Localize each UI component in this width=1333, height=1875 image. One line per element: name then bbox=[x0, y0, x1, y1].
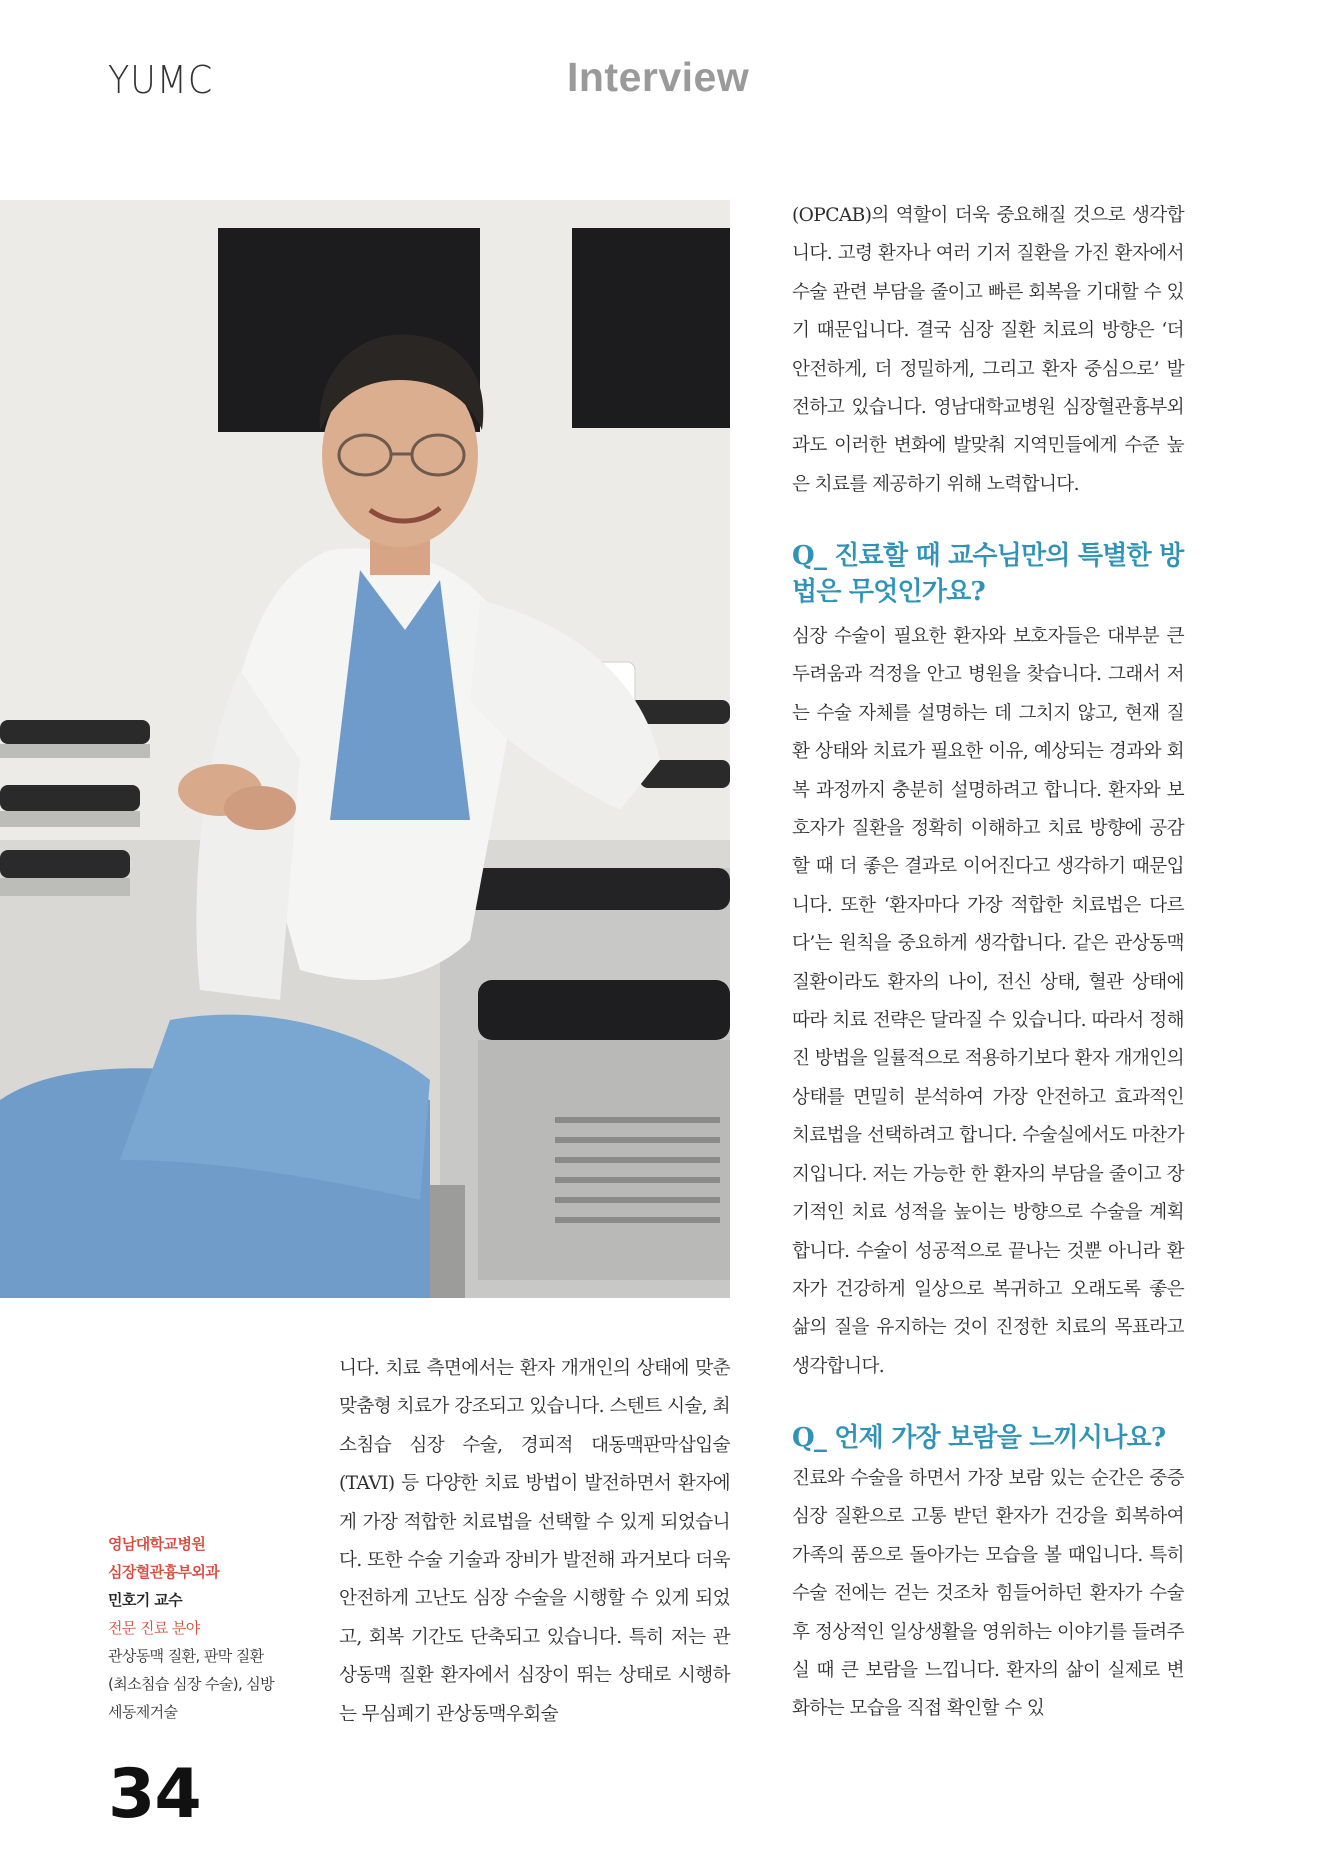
question-mark: Q bbox=[792, 541, 814, 571]
brand-logo: YUMC bbox=[108, 58, 214, 102]
question-heading bbox=[792, 1420, 1192, 1456]
article-paragraph: 진료와 수술을 하면서 가장 보람 있는 순간은 중증 심장 질환으로 고통 받던 환자가 건강을 회복하여 가족의 품으로 돌아가는 모습을 볼 때입니다. 특히 수술 전에는 걷는 것조차 힘들어하던 환자가 수술 후 정상적인 일상생활을 영위하는 이야기를 들려주실 때 큰 보람을 느낍니다. 환자의 삶이 실제로 변화하는 모습을 직접 확인할 수 있 bbox=[792, 1468, 1184, 1720]
section-title: Interview bbox=[567, 54, 750, 100]
question-text: _ 언제 가장 보람을 느끼시나요? bbox=[813, 1423, 1166, 1453]
question-text: _ 진료할 때 교수님만의 특별한 방법은 무엇인가요? bbox=[792, 541, 1184, 607]
doctor-photo bbox=[0, 200, 730, 1298]
profile-department: 심장혈관흉부외과 bbox=[108, 1563, 220, 1581]
profile-specialty-label: 전문 진료 분야 bbox=[108, 1619, 200, 1637]
question-mark: Q bbox=[792, 1423, 814, 1453]
profile-name: 민호기 교수 bbox=[108, 1591, 183, 1609]
article-paragraph: (OPCAB)의 역할이 더욱 중요해질 것으로 생각합니다. 고령 환자나 여러 기저 질환을 가진 환자에서 수술 관련 부담을 줄이고 빠른 회복을 기대할 수 있기 때문입니다. 결국 심장 질환 치료의 방향은 ‘더 안전하게, 더 정밀하게, 그리고 환자 중심으로’ 발전하고 있습니다. 영남대학교병원 심장혈관흉부외과도 이러한 변화에 발맞춰 지역민들에게 수준 높은 치료를 제공하기 위해 노력합니다. bbox=[792, 205, 1184, 495]
doctor-profile bbox=[108, 1530, 278, 1726]
article-paragraph: 심장 수술이 필요한 환자와 보호자들은 대부분 큰 두려움과 걱정을 안고 병원을 찾습니다. 그래서 저는 수술 자체를 설명하는 데 그치지 않고, 현재 질환 상태와 치료가 필요한 이유, 예상되는 경과와 회복 과정까지 충분히 설명하려고 합니다. 환자와 보호자가 질환을 정확히 이해하고 치료 방향에 공감할 때 더 좋은 결과로 이어진다고 생각하기 때문입니다. 또한 ‘환자마다 가장 적합한 치료법은 다르다’는 원칙을 중요하게 생각합니다. 같은 관상동맥 질환이라도 환자의 나이, 전신 상태, 혈관 상태에 따라 치료 전략은 달라질 수 있습니다. 따라서 정해진 방법을 일률적으로 적용하기보다 환자 개개인의 상태를 면밀히 분석하여 가장 안전하고 효과적인 치료법을 선택하려고 합니다. 수술실에서도 마찬가지입니다. 저는 가능한 한 환자의 부담을 줄이고 장기적인 치료 성적을 높이는 방향으로 수술을 계획합니다. 수술이 성공적으로 끝나는 것뿐 아니라 환자가 건강하게 일상으로 복귀하고 오래도록 좋은 삶의 질을 유지하는 것이 진정한 치료의 목표라고 생각합니다. bbox=[792, 626, 1184, 1377]
question-heading bbox=[792, 538, 1192, 610]
profile-hospital: 영남대학교병원 bbox=[108, 1535, 206, 1553]
article-paragraph: 니다. 치료 측면에서는 환자 개개인의 상태에 맞춘 맞춤형 치료가 강조되고 있습니다. 스텐트 시술, 최소침습 심장 수술, 경피적 대동맥판막삽입술(TAVI) 등 다양한 치료 방법이 발전하면서 환자에게 가장 적합한 치료법을 선택할 수 있게 되었습니다. 또한 수술 기술과 장비가 발전해 과거보다 더욱 안전하게 고난도 심장 수술을 시행할 수 있게 되었고, 회복 기간도 단축되고 있습니다. 특히 저는 관상동맥 질환 환자에서 심장이 뛰는 상태로 시행하는 무심폐기 관상동맥우회술 bbox=[339, 1358, 730, 1725]
page-number: 34 bbox=[108, 1755, 201, 1834]
profile-specialty: 관상동맥 질환, 판막 질환(최소침습 심장 수술), 심방세동제거술 bbox=[108, 1647, 275, 1721]
